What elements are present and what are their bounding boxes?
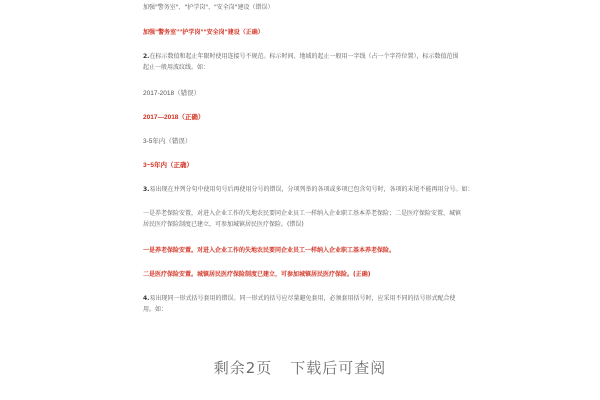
rule-number: 4. <box>143 295 150 302</box>
paragraph-rule-4: 4.易出现同一形式括号套用的错误。同一形式的括号应尽量避免套用，必须套用括号时，应采用不同的括号形式配合使用。如： <box>143 295 456 313</box>
paragraph-example-wrong: 2017-2018（错误） <box>143 90 201 97</box>
paragraph-example-wrong: 加强"警务室"、"护学岗"、"安全岗"建设（错误） <box>143 4 274 11</box>
rule-number: 2. <box>143 53 150 60</box>
download-to-view-link[interactable]: 下载后可查阅 <box>290 359 387 377</box>
paragraph-rule-2: 2.在标示数值和起止年限时使用连接号不规范。标示时间、地域的起止一般用一字线（占一个字符位置），标示数值范围起止一般用波纹线。如： <box>143 53 459 71</box>
remaining-pages-label[interactable]: 剩余2页 <box>213 359 273 377</box>
paragraph-example-correct: 一是养老保险安置。对进入企业工作的失地农民要同企业员工一样纳入企业职工基本养老保险。 <box>143 247 396 254</box>
paragraph-example-correct: 二是医疗保险安置。城镇居民医疗保险制度已建立，可参加城镇居民医疗保险。(正确) <box>143 271 371 278</box>
paragraph-example-wrong: 一是养老保险安置，对进入企业工作的失地农民要同企业员工一样纳入企业职工基本养老保险；二是医疗保险安置，城镇居民医疗保险制度已建立，可参加城镇居民医疗保险。(错误) <box>143 210 462 228</box>
paragraph-example-wrong: 3-5年内（错误） <box>143 138 192 145</box>
paragraph-example-correct: 加强"警务室""护学岗""安全岗"建设（正确） <box>143 29 264 36</box>
read-more-bar[interactable] <box>0 350 600 386</box>
paragraph-example-correct: 2017—2018（正确） <box>143 114 205 121</box>
paragraph-rule-3: 3.易出现在并列分句中使用句号后再使用分号的错误，分项列举的各项或多项已包含句号时，各项的末尾不能再用分号。如： <box>143 186 474 193</box>
paragraph-example-correct: 3~5年内（正确） <box>143 162 194 169</box>
rule-number: 3. <box>143 186 150 193</box>
